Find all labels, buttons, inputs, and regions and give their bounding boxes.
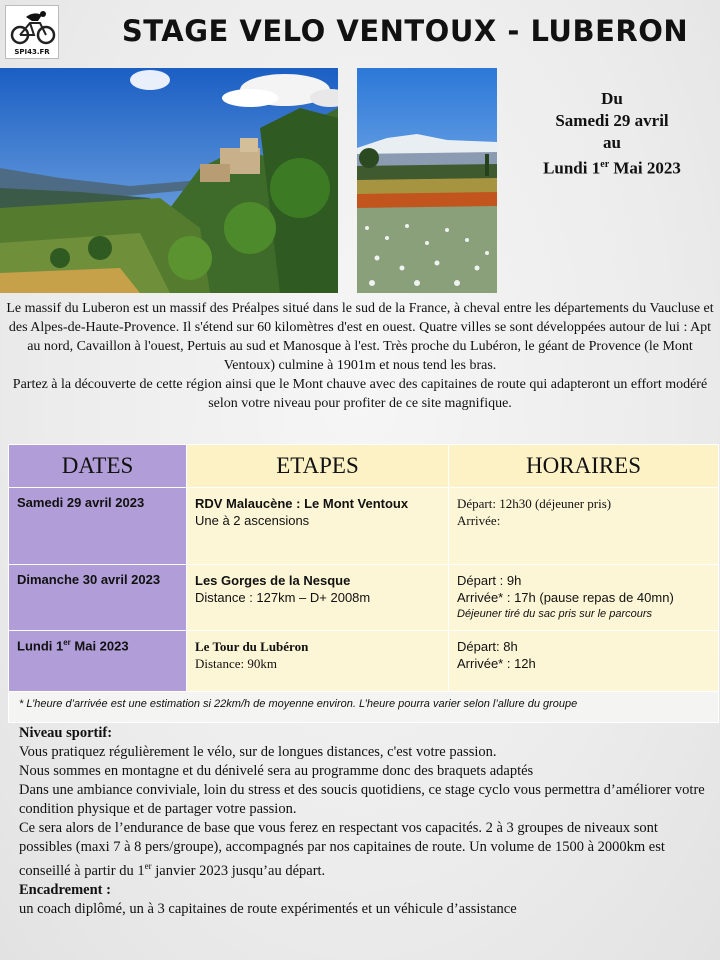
niveau-line-4-suffix: janvier 2023 jusqu’au départ. — [151, 862, 326, 879]
horaire-depart: Départ: 12h30 (déjeuner pris) — [457, 496, 612, 511]
table-row — [9, 488, 719, 565]
table-row — [9, 631, 719, 692]
dates-line-au: au — [603, 133, 621, 152]
row-etape — [187, 488, 449, 565]
etape-title: RDV Malaucène : Le Mont Ventoux — [195, 496, 409, 511]
etape-detail: Une à 2 ascensions — [195, 513, 310, 528]
row-date-prefix: Lundi 1 — [17, 638, 64, 654]
row-etape — [187, 565, 449, 631]
niveau-line-4-prefix: Ce sera alors de l’endurance de base que vous ferez en respectant vos capacités. 2 à 3 groupes de niveaux sont possibles (maxi 7 à 8 pers/groupe), accompagnés par nos capitaines de route. Un volume de 1500 à 2000km est conseillé à partir du 1 — [19, 820, 665, 879]
dates-end-prefix: Lundi 1 — [543, 158, 601, 178]
row-date-suffix: Mai 2023 — [70, 638, 129, 654]
header-horaires: HORAIRES — [449, 445, 719, 488]
horaire-depart: Départ : 9h — [457, 573, 522, 588]
etape-detail: Distance : 127km – D+ 2008m — [195, 590, 371, 605]
table-row — [9, 565, 719, 631]
row-date: Dimanche 30 avril 2023 — [9, 565, 187, 631]
niveau-heading: Niveau sportif: — [19, 725, 113, 741]
encadrement-text: un coach diplômé, un à 3 capitaines de route expérimentés et un véhicule d’assistance — [19, 900, 517, 917]
row-etape — [187, 631, 449, 692]
row-date — [9, 631, 187, 692]
etape-detail: Distance: 90km — [195, 656, 277, 671]
dates-end-sup: er — [600, 159, 610, 170]
niveau-line-4-sup: er — [144, 861, 152, 871]
niveau-line-3: Dans une ambiance conviviale, loin du stress et des soucis quotidiens, ce stage cyclo vous permettra d’améliorer votre condition physique et de partager votre passion. — [19, 782, 705, 817]
header-dates: DATES — [9, 445, 187, 488]
etape-title: Le Tour du Lubéron — [195, 639, 309, 654]
cyclist-logo-icon — [10, 9, 56, 45]
row-horaires — [449, 488, 719, 565]
horaire-arrivee: Arrivée* : 12h — [457, 656, 536, 671]
intro-paragraph-1: Le massif du Luberon est un massif des Préalpes situé dans le sud de la France, à cheval entre les départements du Vaucluse et des Alpes-de-Haute-Provence. Il s'étend sur 60 kilomètres d'est en ouest. Quatre villes se sont développées autour de lui : Apt au nord, Cavaillon à l'ouest, Pertuis au sud et Manosque à l'est. Très proche du Lubéron, le géant de Provence (le Mont Ventoux) culmine à 1901m et nous tend les bras. — [6, 301, 714, 373]
dates-end-suffix: Mai 2023 — [609, 158, 681, 178]
row-date: Samedi 29 avril 2023 — [9, 488, 187, 565]
niveau-line-4 — [19, 819, 709, 881]
intro-paragraph-2: Partez à la découverte de cette région ainsi que le Mont chauve avec des capitaines de route qui adapteront un effort modéré selon votre niveau pour profiter de ce site magnifique. — [12, 377, 708, 411]
table-footnote-row — [9, 692, 719, 723]
niveau-line-2: Nous sommes en montagne et du dénivelé sera au programme donc des braquets adaptés — [19, 763, 534, 779]
row-horaires — [449, 565, 719, 631]
dates-line-du: Du — [601, 89, 623, 108]
row-horaires — [449, 631, 719, 692]
dates-line-start: Samedi 29 avril — [555, 111, 669, 130]
encadrement-heading: Encadrement : — [19, 881, 111, 898]
niveau-line-1: Vous pratiquez régulièrement le vélo, sur de longues distances, c'est votre passion. — [19, 744, 497, 760]
page-title: STAGE VELO VENTOUX - LUBERON — [121, 14, 689, 48]
stage-dates — [512, 88, 712, 180]
details-section — [19, 724, 709, 919]
horaire-depart: Départ: 8h — [457, 639, 518, 654]
luberon-village-photo — [0, 68, 338, 293]
etape-title: Les Gorges de la Nesque — [195, 573, 351, 588]
horaire-arrivee: Arrivée* : 17h (pause repas de 40mn) — [457, 590, 674, 605]
header-etapes: ETAPES — [187, 445, 449, 488]
horaire-arrivee: Arrivée: — [457, 513, 501, 528]
dates-line-end — [512, 154, 712, 180]
schedule-table — [8, 444, 719, 723]
logo-text: SPI43.FR — [14, 48, 50, 56]
intro-text — [6, 299, 714, 413]
club-logo — [5, 5, 59, 59]
table-header-row — [9, 445, 719, 488]
horaire-note: Déjeuner tiré du sac pris sur le parcours — [457, 608, 653, 620]
table-footnote: * L’heure d’arrivée est une estimation si 22km/h de moyenne environ. L’heure pourra varier selon l’allure du groupe — [9, 692, 719, 723]
mont-ventoux-photo — [357, 68, 497, 293]
row-date-sup: er — [63, 638, 71, 647]
